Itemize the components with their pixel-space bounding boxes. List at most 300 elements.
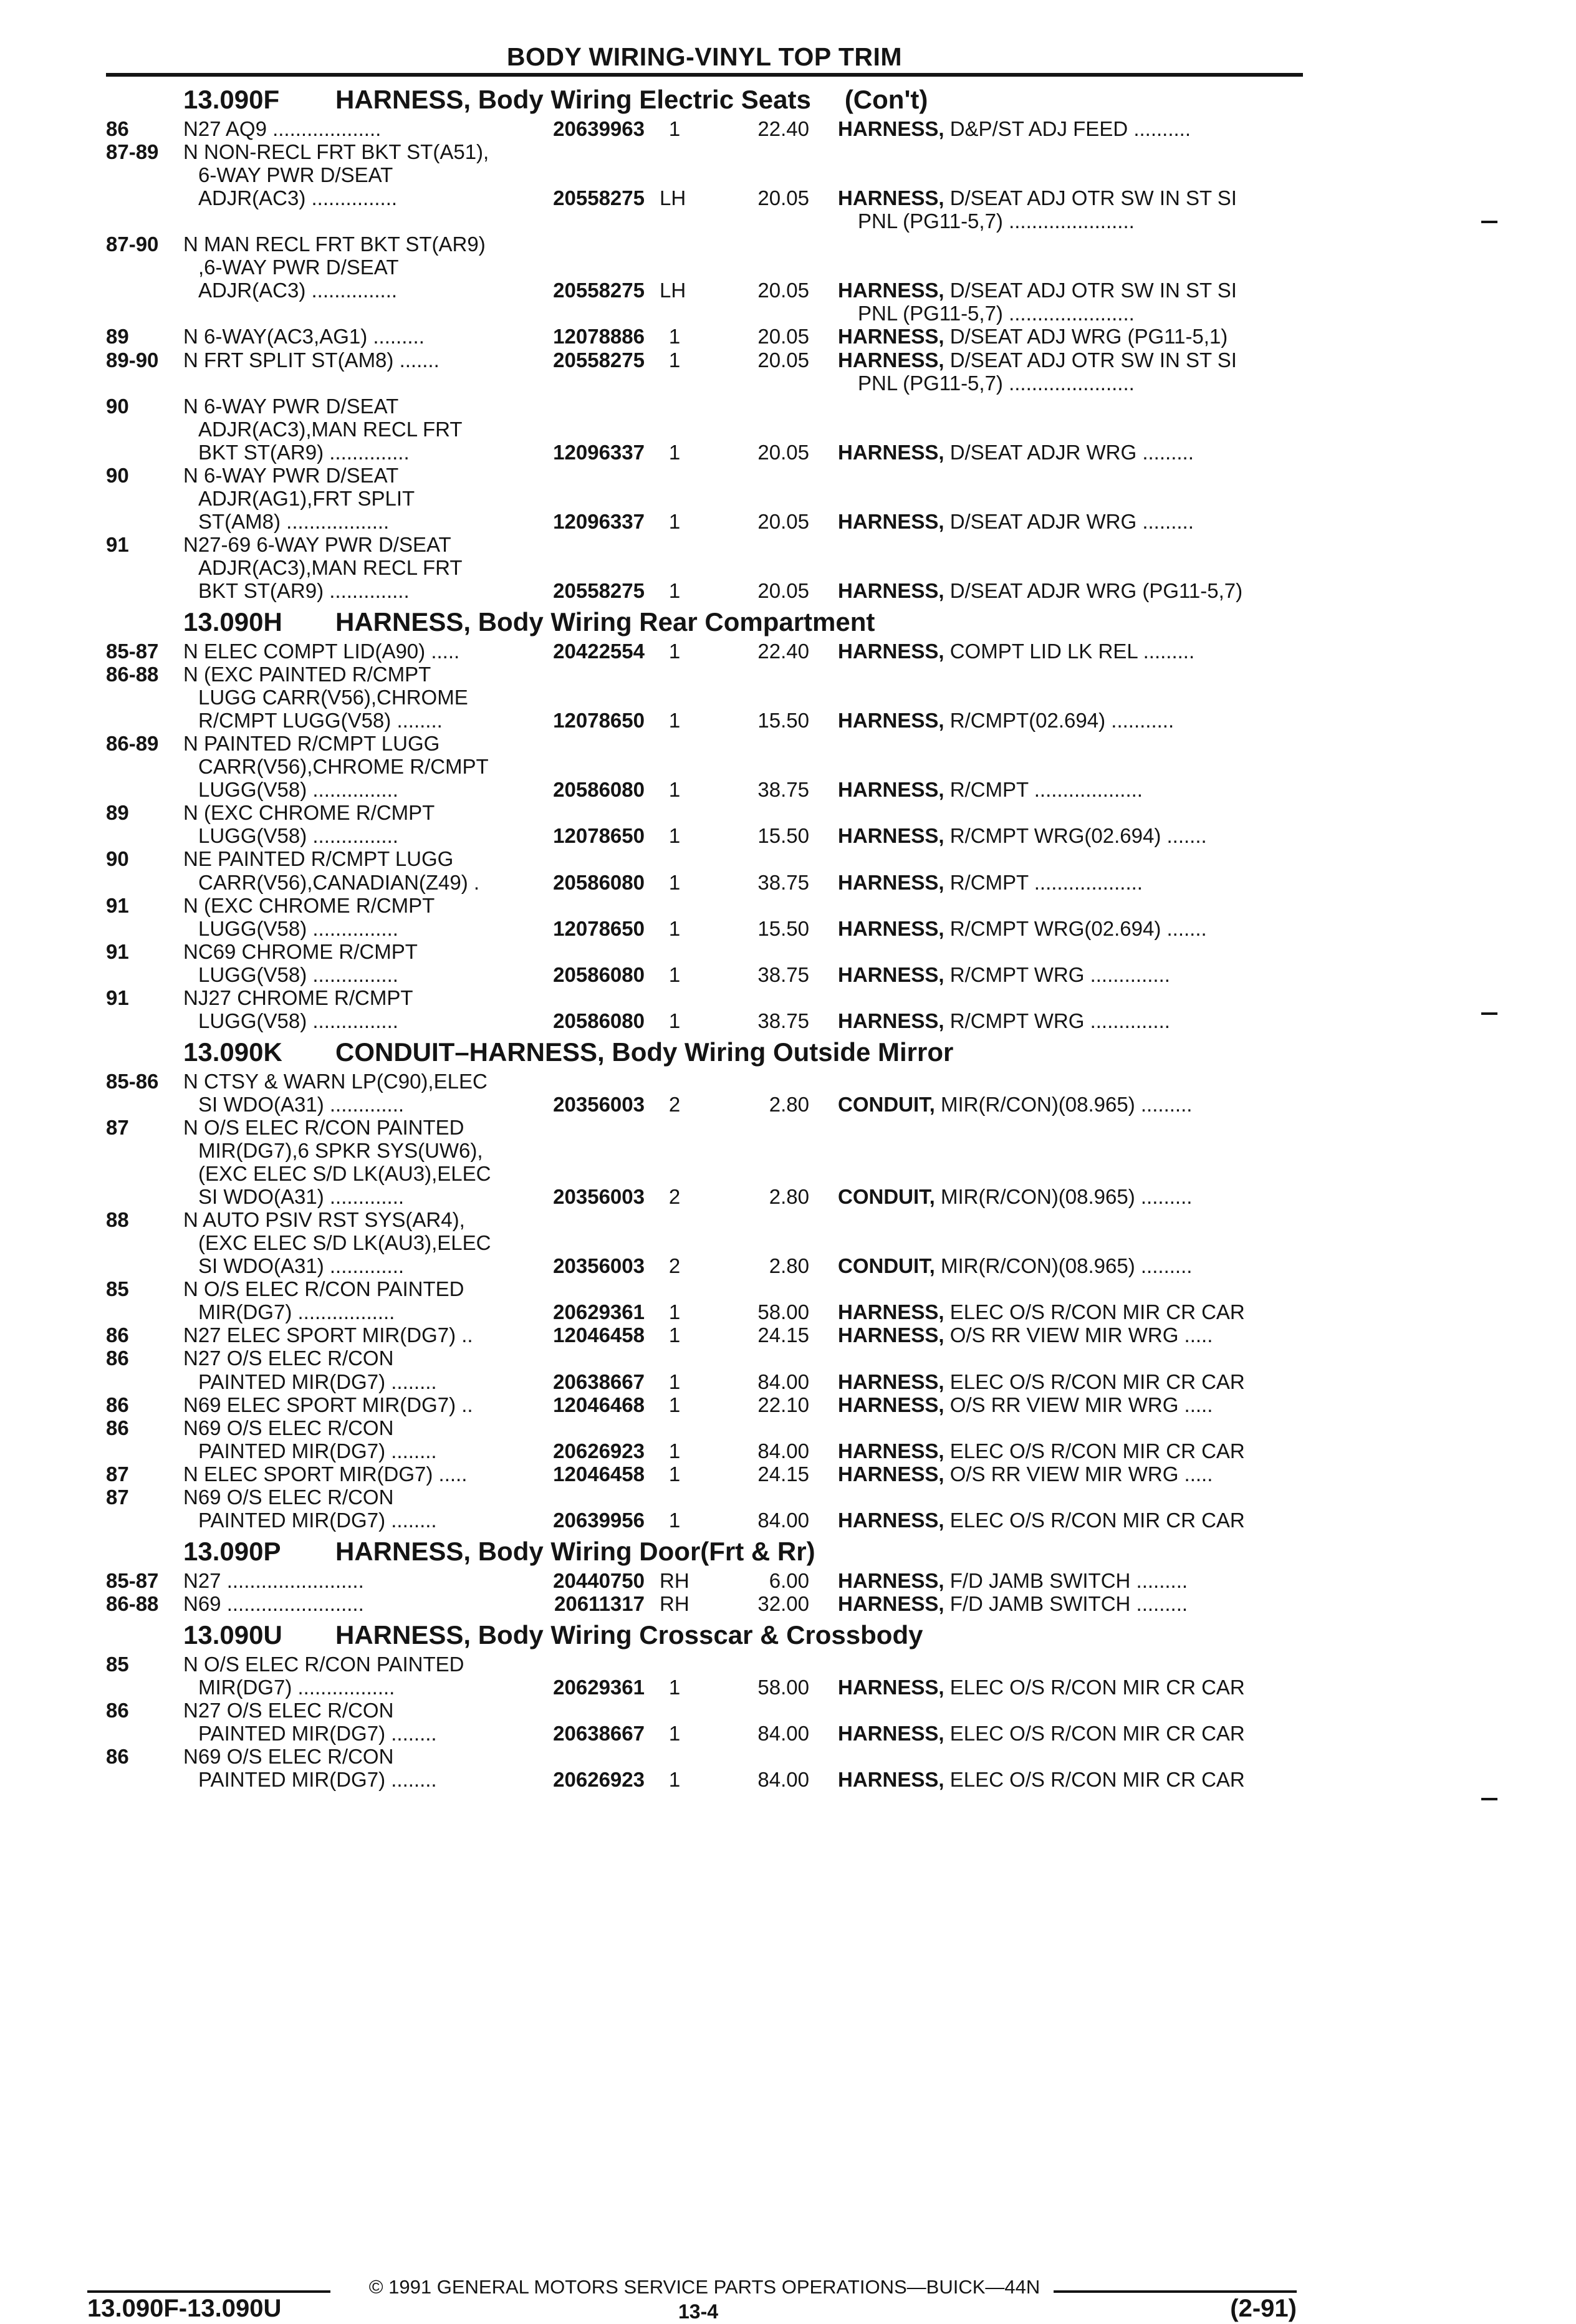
usage-description: CARR(V56),CANADIAN(Z49) . xyxy=(198,871,480,894)
header-rule xyxy=(106,73,1303,77)
part-number: 20440750 xyxy=(553,1569,645,1592)
usage-description: N (EXC CHROME R/CMPT xyxy=(183,801,435,824)
part-name xyxy=(838,778,1304,802)
usage-description: ADJR(AC3) ............... xyxy=(198,186,398,209)
list-price: 15.50 xyxy=(757,917,809,940)
part-name-detail: D/SEAT ADJR WRG ......... xyxy=(944,510,1194,533)
table-row xyxy=(0,778,1576,802)
table-row xyxy=(0,1592,1576,1616)
table-row xyxy=(0,1231,1576,1255)
quantity: RH xyxy=(660,1569,690,1592)
quantity: 1 xyxy=(668,778,681,801)
usage-description: ADJR(AC3),MAN RECL FRT xyxy=(198,556,463,579)
model-years: 89-90 xyxy=(106,348,159,372)
part-name-noun: HARNESS, xyxy=(838,1592,944,1615)
part-name-noun: HARNESS, xyxy=(838,917,944,940)
model-years: 85-87 xyxy=(106,1569,159,1592)
part-name-detail: ELEC O/S R/CON MIR CR CAR xyxy=(944,1370,1245,1393)
usage-description: N O/S ELEC R/CON PAINTED xyxy=(183,1277,464,1300)
list-price: 22.10 xyxy=(757,1393,809,1416)
part-name-noun: HARNESS, xyxy=(838,709,944,732)
usage-description: N (EXC PAINTED R/CMPT xyxy=(183,663,431,686)
section-code: 13.090K xyxy=(183,1037,282,1067)
part-name-detail: R/CMPT ................... xyxy=(944,871,1143,894)
part-number: 12078650 xyxy=(553,824,645,847)
part-name-detail: O/S RR VIEW MIR WRG ..... xyxy=(944,1462,1213,1486)
quantity: 1 xyxy=(668,1393,681,1416)
part-name-noun: HARNESS, xyxy=(838,1569,944,1592)
table-row xyxy=(0,1162,1576,1186)
table-row xyxy=(0,395,1576,418)
table-row xyxy=(0,1116,1576,1140)
part-name-continued: PNL (PG11-5,7) ...................... xyxy=(858,209,1135,233)
part-name xyxy=(838,1393,1304,1417)
quantity: 1 xyxy=(668,579,681,602)
table-row xyxy=(0,801,1576,825)
part-name xyxy=(838,871,1304,895)
usage-description: N AUTO PSIV RST SYS(AR4), xyxy=(183,1208,465,1231)
part-name-detail: ELEC O/S R/CON MIR CR CAR xyxy=(944,1300,1245,1323)
part-name xyxy=(838,917,1304,941)
table-row xyxy=(0,1323,1576,1347)
part-name-detail: ELEC O/S R/CON MIR CR CAR xyxy=(944,1509,1245,1532)
part-name-noun: CONDUIT, xyxy=(838,1185,935,1208)
table-row xyxy=(0,348,1576,372)
usage-description: N69 O/S ELEC R/CON xyxy=(183,1416,394,1439)
table-row xyxy=(0,256,1576,279)
part-name-detail: F/D JAMB SWITCH ......... xyxy=(944,1569,1188,1592)
model-years: 86 xyxy=(106,1416,129,1439)
usage-description: SI WDO(A31) ............. xyxy=(198,1254,405,1277)
model-years: 86-89 xyxy=(106,732,159,755)
quantity: 1 xyxy=(668,441,681,464)
model-years: 90 xyxy=(106,847,129,870)
part-number: 20558275 xyxy=(553,279,645,302)
list-price: 20.05 xyxy=(757,325,809,348)
part-name-detail: O/S RR VIEW MIR WRG ..... xyxy=(944,1323,1213,1347)
quantity: 1 xyxy=(668,325,681,348)
quantity: 1 xyxy=(668,1768,681,1791)
quantity: 1 xyxy=(668,1439,681,1462)
usage-description: N69 O/S ELEC R/CON xyxy=(183,1745,394,1768)
usage-description: N ELEC COMPT LID(A90) ..... xyxy=(183,640,460,663)
model-years: 85-87 xyxy=(106,640,159,663)
margin-mark xyxy=(1481,221,1497,223)
model-years: 85 xyxy=(106,1277,129,1300)
part-number: 12078886 xyxy=(553,325,645,348)
part-name xyxy=(838,1009,1304,1033)
table-row xyxy=(0,1300,1576,1324)
part-name xyxy=(838,348,1304,372)
model-years: 87 xyxy=(106,1486,129,1509)
part-name xyxy=(838,640,1304,663)
part-name-noun: HARNESS, xyxy=(838,1009,944,1032)
usage-description: ,6-WAY PWR D/SEAT xyxy=(198,256,399,279)
list-price: 58.00 xyxy=(757,1676,809,1699)
model-years: 91 xyxy=(106,986,129,1009)
table-row xyxy=(0,1745,1576,1769)
part-name-detail: R/CMPT WRG .............. xyxy=(944,963,1170,986)
quantity: 2 xyxy=(668,1093,681,1116)
part-name xyxy=(838,1254,1304,1278)
part-name-detail: D/SEAT ADJR WRG ......... xyxy=(944,441,1194,464)
part-name xyxy=(838,186,1304,210)
table-row xyxy=(0,755,1576,779)
part-name xyxy=(838,1370,1304,1394)
table-row xyxy=(0,487,1576,511)
table-row xyxy=(0,1768,1576,1792)
part-number: 20626923 xyxy=(553,1768,645,1791)
footer-rule-left xyxy=(87,2290,330,2293)
quantity: LH xyxy=(660,279,686,302)
model-years: 91 xyxy=(106,533,129,556)
table-row xyxy=(0,1509,1576,1532)
usage-description: N (EXC CHROME R/CMPT xyxy=(183,894,435,917)
usage-description: LUGG(V58) ............... xyxy=(198,778,398,801)
model-years: 86-88 xyxy=(106,663,159,686)
part-name-detail: ELEC O/S R/CON MIR CR CAR xyxy=(944,1439,1245,1462)
model-years: 88 xyxy=(106,1208,129,1231)
part-number: 20586080 xyxy=(553,871,645,894)
table-row xyxy=(0,1569,1576,1593)
part-name-detail: MIR(R/CON)(08.965) ......... xyxy=(935,1185,1193,1208)
list-price: 84.00 xyxy=(757,1370,809,1393)
part-number: 20586080 xyxy=(553,963,645,986)
model-years: 90 xyxy=(106,464,129,487)
part-name xyxy=(838,1768,1304,1792)
quantity: 1 xyxy=(668,1509,681,1532)
quantity: 1 xyxy=(668,917,681,940)
section-heading xyxy=(183,1619,923,1651)
quantity: 1 xyxy=(668,1370,681,1393)
model-years: 89 xyxy=(106,325,129,348)
usage-description: ADJR(AC3) ............... xyxy=(198,279,398,302)
part-name-noun: HARNESS, xyxy=(838,1768,944,1791)
part-name-detail: D/SEAT ADJ OTR SW IN ST SI xyxy=(944,279,1237,302)
usage-description: N MAN RECL FRT BKT ST(AR9) xyxy=(183,233,486,256)
part-name-noun: HARNESS, xyxy=(838,1300,944,1323)
part-name-noun: HARNESS, xyxy=(838,1509,944,1532)
part-number: 20626923 xyxy=(553,1439,645,1462)
usage-description: N27-69 6-WAY PWR D/SEAT xyxy=(183,533,451,556)
usage-description: LUGG(V58) ............... xyxy=(198,824,398,847)
part-number: 20422554 xyxy=(553,640,645,663)
table-row xyxy=(0,1486,1576,1509)
table-row xyxy=(0,732,1576,756)
table-row xyxy=(0,1722,1576,1745)
section-heading xyxy=(183,606,875,638)
section-title: CONDUIT–HARNESS, Body Wiring Outside Mirror xyxy=(335,1037,954,1067)
usage-description: R/CMPT LUGG(V58) ........ xyxy=(198,709,443,732)
table-row xyxy=(0,1347,1576,1370)
part-name xyxy=(838,279,1304,302)
part-name-detail: D&P/ST ADJ FEED .......... xyxy=(944,117,1191,140)
part-name-detail: O/S RR VIEW MIR WRG ..... xyxy=(944,1393,1213,1416)
list-price: 2.80 xyxy=(769,1254,809,1277)
usage-description: PAINTED MIR(DG7) ........ xyxy=(198,1722,437,1745)
usage-description: NE PAINTED R/CMPT LUGG xyxy=(183,847,454,870)
part-name-noun: HARNESS, xyxy=(838,778,944,801)
part-name-noun: HARNESS, xyxy=(838,1370,944,1393)
quantity: RH xyxy=(660,1592,690,1615)
section-heading xyxy=(183,1036,953,1068)
usage-description: N O/S ELEC R/CON PAINTED xyxy=(183,1653,464,1676)
part-name xyxy=(838,1569,1304,1593)
usage-description: PAINTED MIR(DG7) ........ xyxy=(198,1439,437,1462)
table-row xyxy=(0,963,1576,987)
table-row xyxy=(0,441,1576,464)
list-price: 38.75 xyxy=(757,1009,809,1032)
part-name-detail: F/D JAMB SWITCH ......... xyxy=(944,1592,1188,1615)
footer-page-number: 13-4 xyxy=(678,2300,719,2323)
part-number: 20356003 xyxy=(553,1093,645,1116)
section-code: 13.090P xyxy=(183,1536,281,1566)
part-name-detail: ELEC O/S R/CON MIR CR CAR xyxy=(944,1676,1245,1699)
quantity: 1 xyxy=(668,871,681,894)
usage-description: PAINTED MIR(DG7) ........ xyxy=(198,1768,437,1791)
footer-section-range: 13.090F-13.090U xyxy=(87,2295,282,2322)
table-row xyxy=(0,418,1576,441)
usage-description: CARR(V56),CHROME R/CMPT xyxy=(198,755,489,778)
quantity: 1 xyxy=(668,709,681,732)
usage-description: MIR(DG7),6 SPKR SYS(UW6), xyxy=(198,1139,483,1162)
part-name xyxy=(838,579,1304,603)
quantity: 1 xyxy=(668,348,681,372)
part-name-noun: HARNESS, xyxy=(838,510,944,533)
part-name-noun: HARNESS, xyxy=(838,186,944,209)
part-name xyxy=(838,441,1304,464)
usage-description: LUGG(V58) ............... xyxy=(198,1009,398,1032)
usage-description: N69 O/S ELEC R/CON xyxy=(183,1486,394,1509)
usage-description: N ELEC SPORT MIR(DG7) ..... xyxy=(183,1462,468,1486)
table-row xyxy=(0,163,1576,187)
table-row xyxy=(0,1653,1576,1676)
part-number: 20586080 xyxy=(553,778,645,801)
part-number: 20629361 xyxy=(553,1300,645,1323)
part-name-detail: D/SEAT ADJ OTR SW IN ST SI xyxy=(944,348,1237,372)
part-number: 20638667 xyxy=(553,1722,645,1745)
usage-description: N27 O/S ELEC R/CON xyxy=(183,1347,394,1370)
part-name xyxy=(838,1439,1304,1463)
section-code: 13.090H xyxy=(183,607,282,637)
list-price: 22.40 xyxy=(757,117,809,140)
model-years: 86 xyxy=(106,117,129,140)
part-name-noun: HARNESS, xyxy=(838,117,944,140)
model-years: 85 xyxy=(106,1653,129,1676)
model-years: 91 xyxy=(106,894,129,917)
part-name-detail: R/CMPT WRG(02.694) ....... xyxy=(944,917,1207,940)
table-row xyxy=(0,140,1576,164)
table-row xyxy=(0,579,1576,603)
part-number: 12096337 xyxy=(553,441,645,464)
part-name-noun: CONDUIT, xyxy=(838,1093,935,1116)
quantity: 1 xyxy=(668,1676,681,1699)
usage-description: MIR(DG7) ................. xyxy=(198,1300,395,1323)
table-row xyxy=(0,1208,1576,1232)
page-title: BODY WIRING-VINYL TOP TRIM xyxy=(506,42,903,71)
table-row xyxy=(0,1009,1576,1033)
table-row xyxy=(0,1462,1576,1486)
list-price: 20.05 xyxy=(757,279,809,302)
part-name-noun: HARNESS, xyxy=(838,1676,944,1699)
table-row xyxy=(0,940,1576,964)
table-row xyxy=(0,302,1576,325)
table-row xyxy=(0,556,1576,580)
table-row xyxy=(0,847,1576,871)
usage-description: N 6-WAY PWR D/SEAT xyxy=(183,464,399,487)
part-name-continued: PNL (PG11-5,7) ...................... xyxy=(858,372,1135,395)
part-number: 20611317 xyxy=(554,1592,645,1615)
section-heading xyxy=(183,1535,815,1568)
model-years: 86 xyxy=(106,1699,129,1722)
model-years: 87-89 xyxy=(106,140,159,163)
part-number: 12078650 xyxy=(553,709,645,732)
table-row xyxy=(0,464,1576,487)
section-code: 13.090F xyxy=(183,85,280,114)
part-number: 20629361 xyxy=(553,1676,645,1699)
list-price: 2.80 xyxy=(769,1185,809,1208)
part-name xyxy=(838,117,1304,141)
part-number: 12046458 xyxy=(553,1462,645,1486)
list-price: 2.80 xyxy=(769,1093,809,1116)
table-row xyxy=(0,709,1576,732)
part-name-detail: MIR(R/CON)(08.965) ......... xyxy=(935,1254,1193,1277)
list-price: 15.50 xyxy=(757,709,809,732)
model-years: 87-90 xyxy=(106,233,159,256)
part-number: 12096337 xyxy=(553,510,645,533)
model-years: 90 xyxy=(106,395,129,418)
list-price: 20.05 xyxy=(757,579,809,602)
part-name xyxy=(838,1185,1304,1209)
part-name-detail: ELEC O/S R/CON MIR CR CAR xyxy=(944,1722,1245,1745)
list-price: 84.00 xyxy=(757,1722,809,1745)
list-price: 38.75 xyxy=(757,778,809,801)
quantity: 1 xyxy=(668,824,681,847)
usage-description: BKT ST(AR9) .............. xyxy=(198,579,410,602)
usage-description: PAINTED MIR(DG7) ........ xyxy=(198,1509,437,1532)
usage-description: NJ27 CHROME R/CMPT xyxy=(183,986,413,1009)
list-price: 20.05 xyxy=(757,510,809,533)
usage-description: ADJR(AG1),FRT SPLIT xyxy=(198,487,415,510)
part-name xyxy=(838,1462,1304,1486)
usage-description: LUGG(V58) ............... xyxy=(198,917,398,940)
table-row xyxy=(0,1093,1576,1116)
table-row xyxy=(0,1439,1576,1463)
quantity: 1 xyxy=(668,117,681,140)
footer-rule-right xyxy=(1054,2290,1297,2293)
part-name-noun: HARNESS, xyxy=(838,1439,944,1462)
model-years: 86 xyxy=(106,1347,129,1370)
part-name-noun: CONDUIT, xyxy=(838,1254,935,1277)
list-price: 38.75 xyxy=(757,963,809,986)
usage-description: N27 AQ9 ................... xyxy=(183,117,382,140)
table-row xyxy=(0,640,1576,663)
table-row xyxy=(0,986,1576,1010)
table-row xyxy=(0,824,1576,848)
quantity: LH xyxy=(660,186,686,209)
part-name xyxy=(838,510,1304,534)
quantity: 2 xyxy=(668,1254,681,1277)
model-years: 85-86 xyxy=(106,1070,159,1093)
part-name-noun: HARNESS, xyxy=(838,279,944,302)
part-name-detail: R/CMPT WRG .............. xyxy=(944,1009,1170,1032)
model-years: 86 xyxy=(106,1393,129,1416)
list-price: 24.15 xyxy=(757,1323,809,1347)
section-heading xyxy=(183,84,928,116)
part-number: 20586080 xyxy=(553,1009,645,1032)
table-row xyxy=(0,1416,1576,1440)
usage-description: 6-WAY PWR D/SEAT xyxy=(198,163,393,186)
list-price: 20.05 xyxy=(757,186,809,209)
section-title: HARNESS, Body Wiring Rear Compartment xyxy=(335,607,875,637)
table-row xyxy=(0,1185,1576,1209)
table-row xyxy=(0,894,1576,918)
list-price: 20.05 xyxy=(757,441,809,464)
margin-mark xyxy=(1481,1798,1497,1800)
table-row xyxy=(0,1277,1576,1301)
part-name xyxy=(838,963,1304,987)
usage-description: ST(AM8) .................. xyxy=(198,510,390,533)
part-number: 20356003 xyxy=(553,1185,645,1208)
part-name xyxy=(838,1509,1304,1532)
part-name-detail: R/CMPT ................... xyxy=(944,778,1143,801)
table-row xyxy=(0,209,1576,233)
quantity: 1 xyxy=(668,963,681,986)
quantity: 1 xyxy=(668,640,681,663)
table-row xyxy=(0,1676,1576,1699)
model-years: 86 xyxy=(106,1745,129,1768)
usage-description: SI WDO(A31) ............. xyxy=(198,1185,405,1208)
table-row xyxy=(0,1393,1576,1417)
usage-description: ADJR(AC3),MAN RECL FRT xyxy=(198,418,463,441)
usage-description: N27 O/S ELEC R/CON xyxy=(183,1699,394,1722)
parts-listing xyxy=(0,84,1576,1829)
model-years: 86-88 xyxy=(106,1592,159,1615)
usage-description: N27 ELEC SPORT MIR(DG7) .. xyxy=(183,1323,473,1347)
list-price: 58.00 xyxy=(757,1300,809,1323)
quantity: 1 xyxy=(668,1300,681,1323)
part-name-detail: ELEC O/S R/CON MIR CR CAR xyxy=(944,1768,1245,1791)
list-price: 6.00 xyxy=(769,1569,809,1592)
part-name-noun: HARNESS, xyxy=(838,640,944,663)
footer-date: (2-91) xyxy=(1230,2295,1297,2322)
part-number: 20558275 xyxy=(553,186,645,209)
part-number: 20356003 xyxy=(553,1254,645,1277)
section-title: HARNESS, Body Wiring Electric Seats xyxy=(335,85,811,114)
part-name-continued: PNL (PG11-5,7) ...................... xyxy=(858,302,1135,325)
usage-description: BKT ST(AR9) .............. xyxy=(198,441,410,464)
model-years: 89 xyxy=(106,801,129,824)
part-name-noun: HARNESS, xyxy=(838,579,944,602)
table-row xyxy=(0,325,1576,348)
table-row xyxy=(0,1699,1576,1722)
part-name-noun: HARNESS, xyxy=(838,1722,944,1745)
part-name xyxy=(838,1676,1304,1699)
quantity: 1 xyxy=(668,510,681,533)
part-number: 20638667 xyxy=(553,1370,645,1393)
part-number: 20558275 xyxy=(553,348,645,372)
quantity: 1 xyxy=(668,1722,681,1745)
table-row xyxy=(0,1370,1576,1394)
list-price: 24.15 xyxy=(757,1462,809,1486)
model-years: 87 xyxy=(106,1462,129,1486)
list-price: 38.75 xyxy=(757,871,809,894)
table-row xyxy=(0,186,1576,210)
usage-description: N69 ........................ xyxy=(183,1592,364,1615)
part-name-noun: HARNESS, xyxy=(838,1323,944,1347)
part-number: 20639956 xyxy=(553,1509,645,1532)
part-name-detail: D/SEAT ADJR WRG (PG11-5,7) xyxy=(944,579,1243,602)
